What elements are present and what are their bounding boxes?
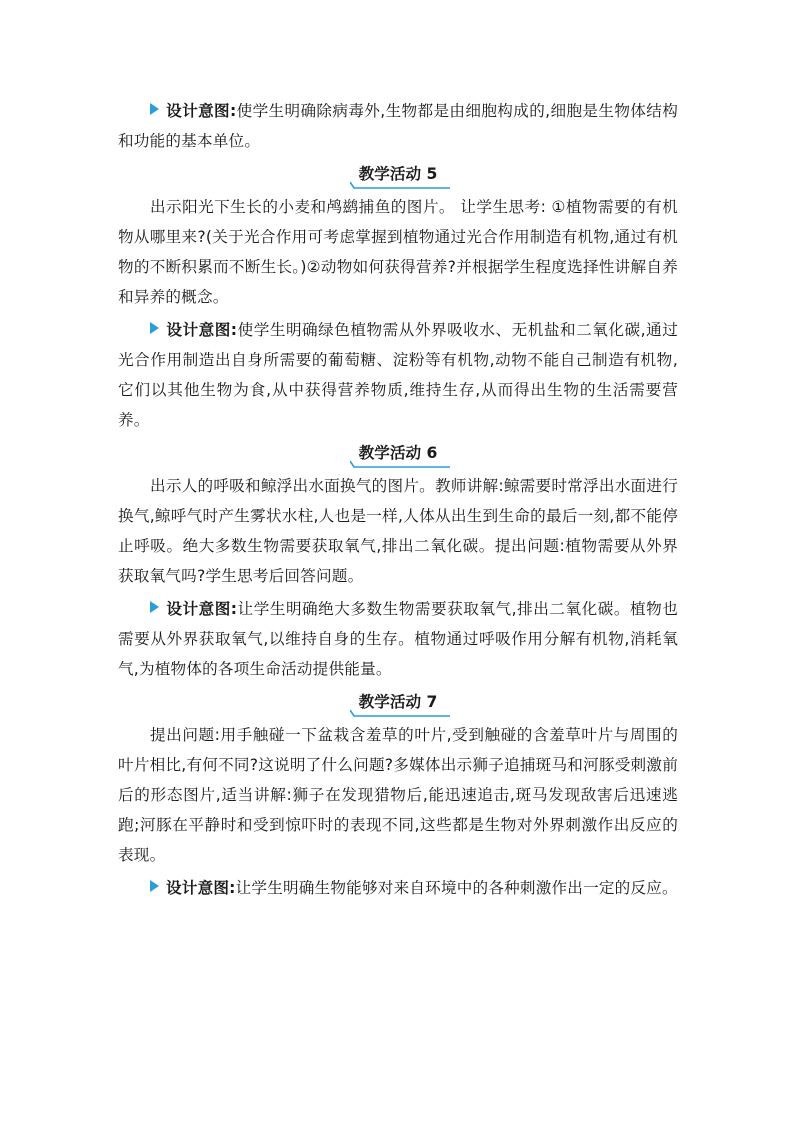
activity-heading-text: 教学活动 5 [358,165,438,183]
activity-body: 提出问题:用手触碰一下盆栽含羞草的叶片,受到触碰的含羞草叶片与周围的叶片相比,有何不同?这说明了什么问题?多媒体出示狮子追捕斑马和河豚受刺激前后的形态图片,适当讲解:狮子在发现猎物后,能迅速追击,斑马发现敌害后迅速逃跑;河豚在平静时和受到惊吓时的表现不同,这些都是生物对外界刺激作出反应的表现。 [118,726,678,864]
design-intent [118,315,678,435]
design-intent-text: 让学生明确生物能够对来自环境中的各种刺激作出一定的反应。 [235,879,678,897]
activity-heading-7-wrap [118,687,678,717]
triangle-right-icon [150,880,159,892]
activity-heading-text: 教学活动 6 [358,444,438,462]
activity-heading-6-wrap [118,438,678,468]
design-intent-text: 使学生明确除病毒外,生物都是由细胞构成的,细胞是生物体结构和功能的基本单位。 [118,102,678,150]
activity-heading [356,687,441,717]
activity-body: 出示阳光下生长的小麦和鸬鹚捕鱼的图片。 让学生思考: ①植物需要的有机物从哪里来?(关于光合作用可考虑掌握到植物通过光合作用制造有机物,通过有机物的不断积累而不断生长。)②动物如何获得营养?并根据学生程度选择性讲解自养和异养的概念。 [118,198,678,306]
triangle-right-icon [150,322,159,334]
triangle-right-icon [150,601,159,613]
design-intent-text: 让学生明确绝大多数生物需要获取氧气,排出二氧化碳。植物也需要从外界获取氧气,以维持自身的生存。植物通过呼吸作用分解有机物,消耗氧气,为植物体的各项生命活动提供能量。 [118,600,678,678]
design-intent-text: 使学生明确绿色植物需从外界吸收水、无机盐和二氧化碳,通过光合作用制造出自身所需要的葡萄糖、淀粉等有机物,动物不能自己制造有机物,它们以其他生物为食,从中获得营养物质,维持生存,从而得出生物的生活需要营养。 [118,321,678,429]
design-intent-label: 设计意图: [166,321,238,339]
document-content [118,96,678,906]
activity-heading [356,159,441,189]
design-intent [118,594,678,684]
design-intent [118,96,678,156]
design-intent-label: 设计意图: [166,879,236,897]
activity-heading-text: 教学活动 7 [358,693,438,711]
triangle-right-icon [150,103,159,115]
design-intent-label: 设计意图: [166,102,237,120]
activity-body: 出示人的呼吸和鲸浮出水面换气的图片。教师讲解:鲸需要时常浮出水面进行换气,鲸呼气时产生雾状水柱,人也是一样,人体从出生到生命的最后一刻,都不能停止呼吸。绝大多数生物需要获取氧气,排出二氧化碳。提出问题:植物需要从外界获取氧气吗?学生思考后回答问题。 [118,477,678,585]
activity-heading-5-wrap [118,159,678,189]
heading-underline-icon [350,709,450,717]
heading-underline-icon [350,181,450,189]
heading-underline-icon [350,460,450,468]
design-intent-label: 设计意图: [166,600,238,618]
design-intent [118,873,678,903]
activity-heading [356,438,441,468]
